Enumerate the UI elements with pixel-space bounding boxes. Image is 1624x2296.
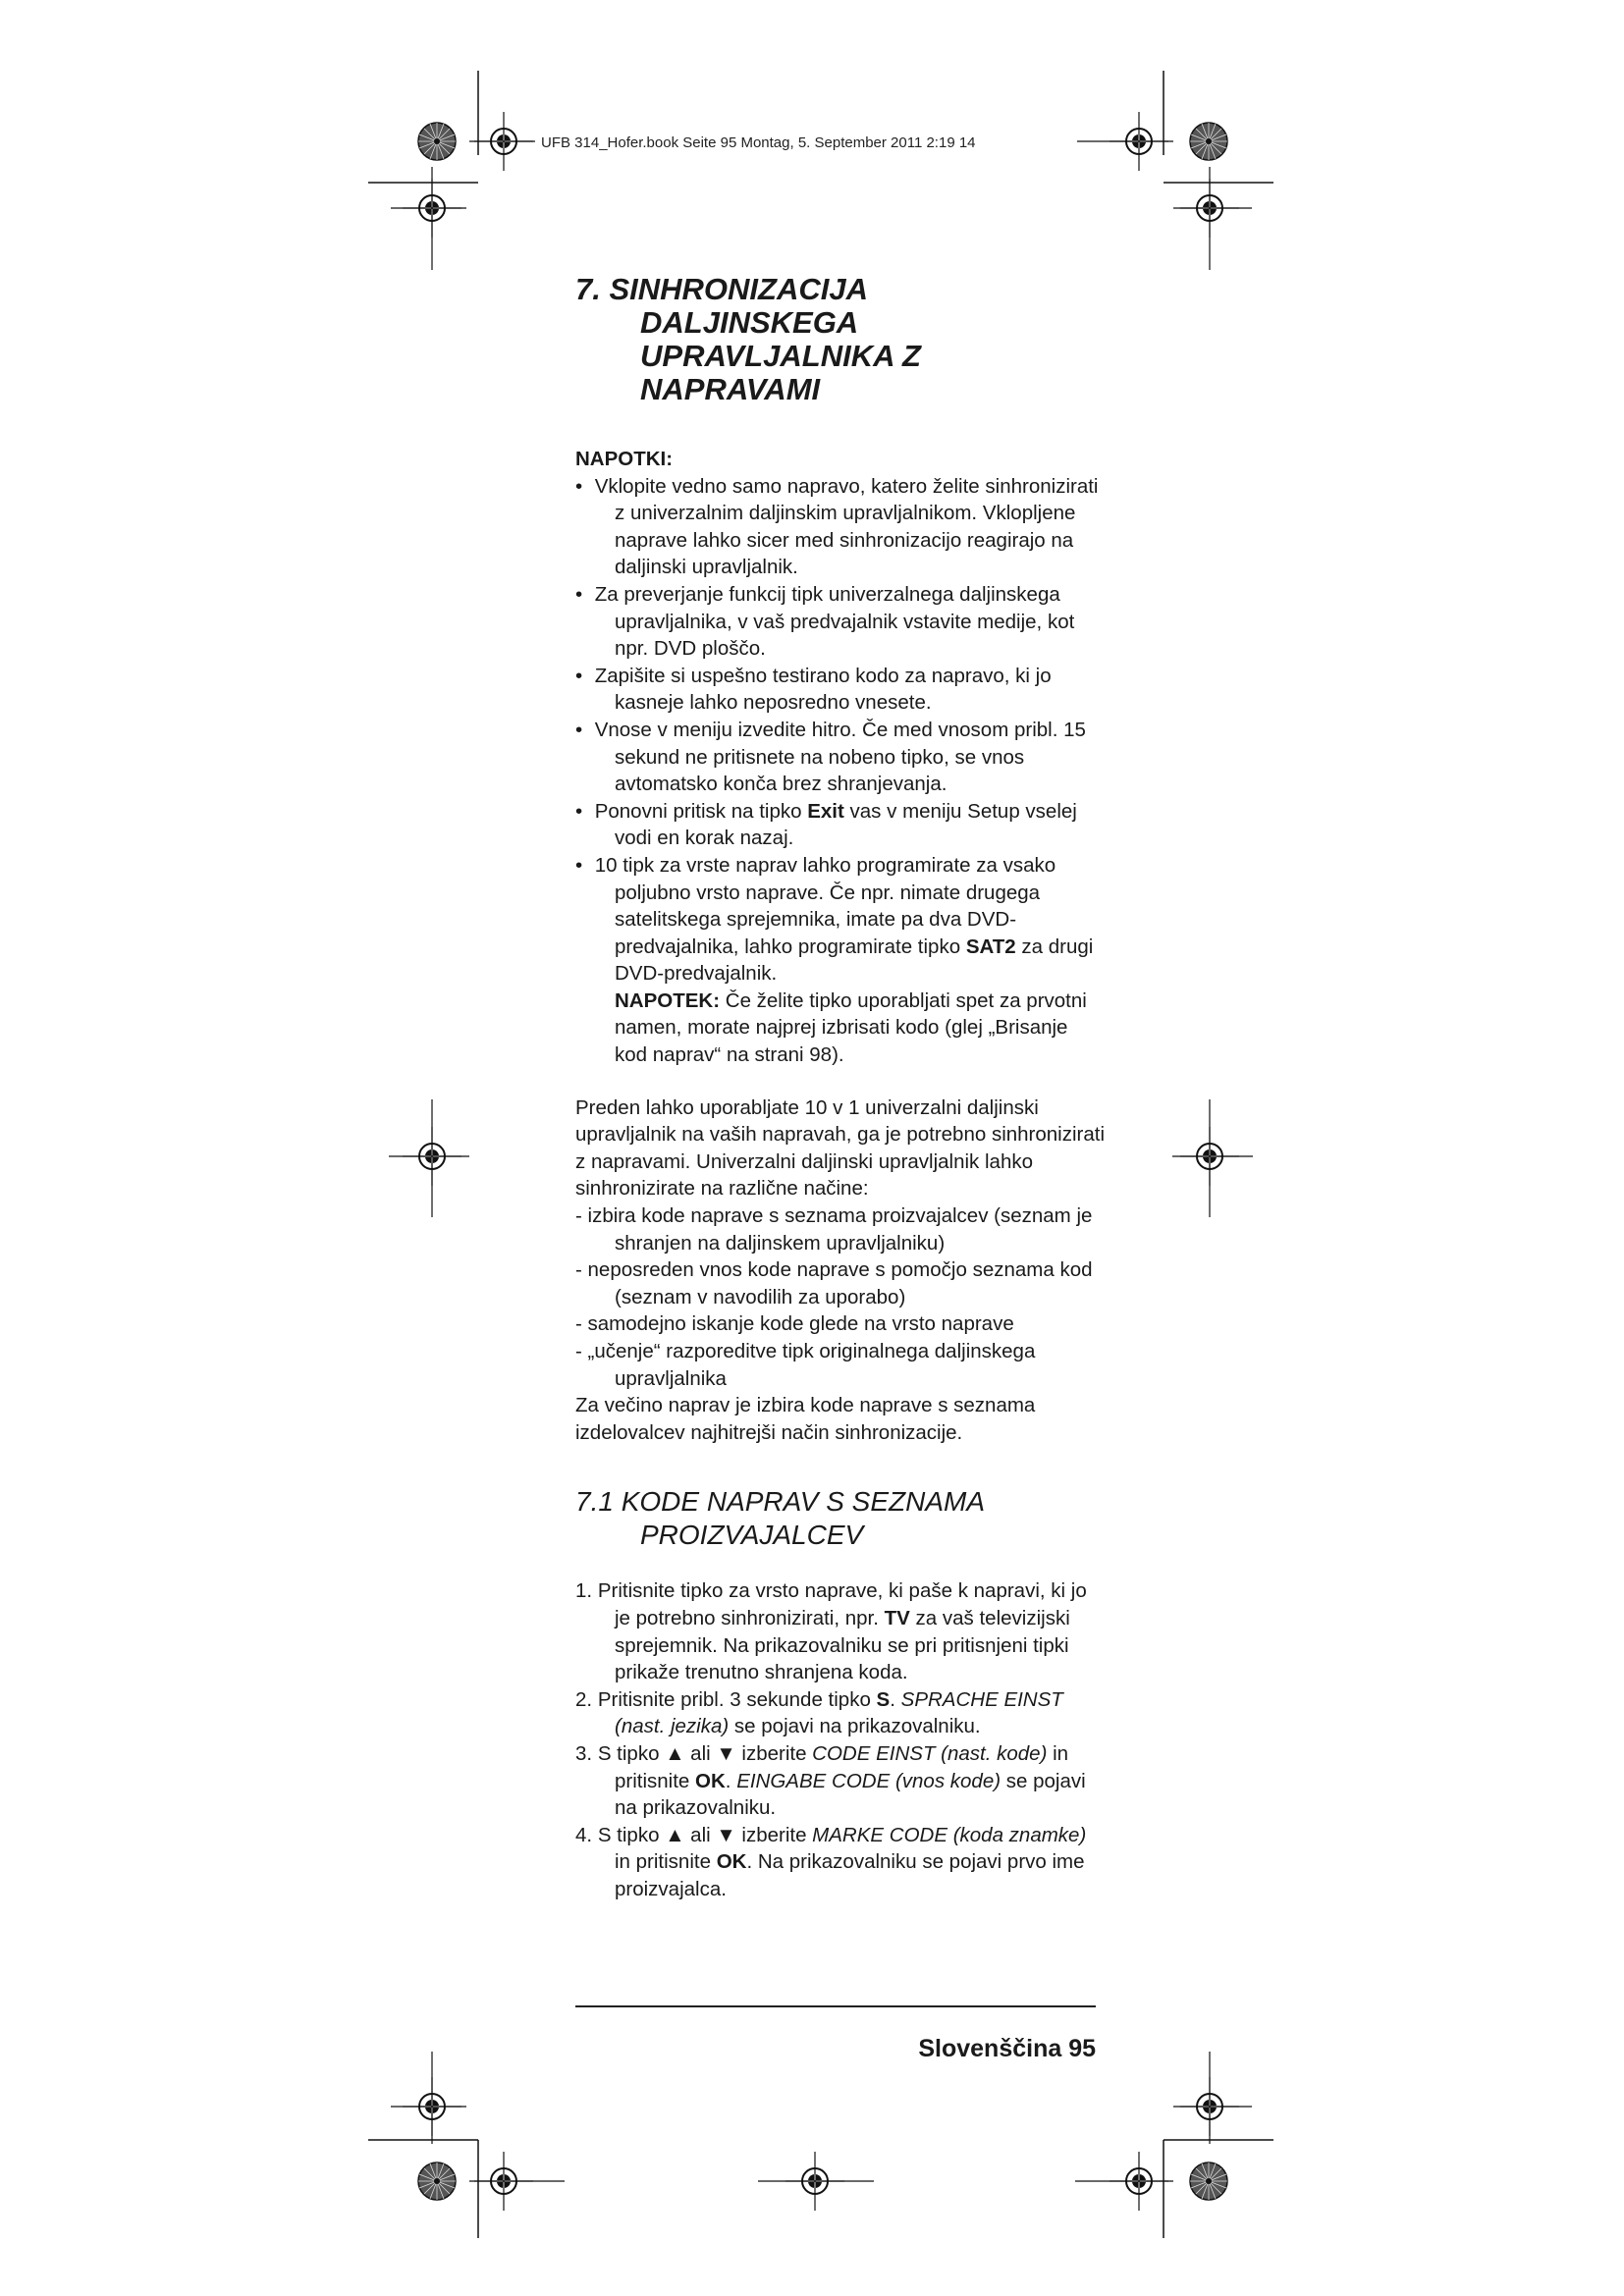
method-text: neposreden vnos kode naprave s pomočjo seznama kod (seznam v navodilih za uporabo) <box>587 1258 1093 1308</box>
ok-key-label: OK <box>695 1769 726 1792</box>
section-7-heading-line: UPRAVLJALNIKA Z <box>640 339 921 373</box>
step-number: 1. <box>575 1579 593 1603</box>
note-item: • Ponovni pritisk na tipko Exit vas v meniju Setup vselej vodi en korak nazaj. <box>575 799 1077 850</box>
section-7-heading-line: DALJINSKEGA <box>640 305 859 340</box>
note-item: • Zapišite si uspešno testirano kodo za napravo, ki jo kasneje lahko neposredno vnesete. <box>575 664 1052 715</box>
print-slug-line: UFB 314_Hofer.book Seite 95 Montag, 5. September 2011 2:19 14 <box>535 133 1077 153</box>
step-text: ali <box>684 1823 717 1846</box>
section-7-1-heading <box>575 1485 1106 1552</box>
display-text: MARKE CODE (koda znamke) <box>812 1823 1087 1846</box>
step-text: . <box>725 1769 737 1792</box>
step-text: . Na prikazovalniku se pojavi prvo ime proizvajalca. <box>615 1850 1085 1900</box>
step-text: S tipko <box>597 1741 666 1765</box>
section-7-1-heading-line: PROIZVAJALCEV <box>640 1520 864 1551</box>
note-text: Ponovni pritisk na tipko <box>594 799 808 823</box>
section-7-heading-line: SINHRONIZACIJA <box>609 272 868 306</box>
steps-list <box>575 1577 1106 1902</box>
note-item: • Za preverjanje funkcij tipk univerzalnega daljinskega upravljalnika, v vaš predvajalnik vstavite medije, kot npr. DVD ploščo. <box>575 582 1075 661</box>
intro-closing: Za večino naprav je izbira kode naprave s seznama izdelovalcev najhitrejši način sinhronizacije. <box>575 1394 1036 1444</box>
step-text: za vaš televizijski sprejemnik. Na prikazovalniku se pri pritisnjeni tipki prikaže trenutno shranjena koda. <box>615 1606 1070 1684</box>
step-text: . <box>890 1687 901 1711</box>
note-text: vas v meniju Setup vselej vodi en korak nazaj. <box>615 799 1077 850</box>
sub-note-label: NAPOTEK: <box>615 988 721 1012</box>
method-item: - izbira kode naprave s seznama proizvajalcev (seznam je shranjen na daljinskem upravljalniku) <box>575 1204 1093 1255</box>
step-text: izberite <box>735 1741 813 1765</box>
step-text: Pritisnite pribl. 3 sekunde tipko <box>597 1687 877 1711</box>
sat2-key-label: SAT2 <box>965 934 1016 958</box>
step-text: ali <box>684 1741 717 1765</box>
method-text: „učenje“ razporeditve tipk originalnega daljinskega upravljalnika <box>587 1340 1036 1390</box>
section-7-heading-line: NAPRAVAMI <box>640 372 821 406</box>
note-item: • Vklopite vedno samo napravo, katero želite sinhronizirati z univerzalnim daljinskim upravljalnikom. Vklopljene naprave lahko sicer med sinhronizacijo reagirajo na daljinski upravljalnik. <box>575 474 1099 579</box>
down-arrow-icon: ▼ <box>716 1741 736 1765</box>
tv-key-label: TV <box>884 1606 910 1629</box>
section-7-number: 7. <box>575 272 601 306</box>
step-number: 2. <box>575 1687 593 1711</box>
section-7-heading <box>575 273 1106 406</box>
exit-key-label: Exit <box>807 799 844 823</box>
note-text: Za preverjanje funkcij tipk univerzalnega daljinskega upravljalnika, v vaš predvajalnik vstavite medije, kot npr. DVD ploščo. <box>594 582 1075 661</box>
notes-title: NAPOTKI: <box>575 448 674 470</box>
display-text: SPRACHE EINST (nast. jezika) <box>615 1687 1063 1738</box>
step-text: in pritisnite <box>615 1741 1069 1792</box>
ok-key-label: OK <box>716 1850 747 1874</box>
step-text: S tipko <box>597 1823 666 1846</box>
s-key-label: S <box>876 1687 891 1711</box>
step-item <box>575 1686 1106 1740</box>
display-text: CODE EINST (nast. kode) <box>812 1741 1048 1765</box>
step-number: 4. <box>575 1823 593 1846</box>
note-text: Vklopite vedno samo napravo, katero želite sinhronizirati z univerzalnim daljinskim upravljalnikom. Vklopljene naprave lahko sicer med sinhronizacijo reagirajo na daljinski upravljalnik. <box>594 474 1099 579</box>
note-text: 10 tipk za vrste naprav lahko programirate za vsako poljubno vrsto naprave. Če npr. nimate drugega satelitskega sprejemnika, imate pa dva DVD-predvajalnika, lahko programirate tipko <box>594 853 1056 958</box>
note-text: za drugi DVD-predvajalnik. <box>615 934 1094 986</box>
display-text: EINGABE CODE (vnos kode) <box>736 1769 1001 1792</box>
section-7-1-number: 7.1 <box>575 1486 614 1518</box>
methods-list <box>575 1202 1106 1392</box>
step-item <box>575 1577 1106 1685</box>
note-text: Zapišite si uspešno testirano kodo za napravo, ki jo kasneje lahko neposredno vnesete. <box>594 664 1052 715</box>
step-text: Pritisnite tipko za vrsto naprave, ki paše k napravi, ki jo je potrebno sinhronizirati, npr. <box>597 1579 1087 1629</box>
section-7-1-heading-line: KODE NAPRAV S SEZNAMA <box>621 1486 986 1518</box>
step-text: se pojavi na prikazovalniku. <box>615 1769 1086 1820</box>
page-content <box>575 273 1106 1903</box>
up-arrow-icon: ▲ <box>665 1823 685 1846</box>
notes-list <box>575 473 1106 988</box>
intro-paragraph: Preden lahko uporabljate 10 v 1 univerzalni daljinski upravljalnik na vaših napravah, ga je potrebno sinhronizirati z napravami. Univerzalni daljinski upravljalnik lahko sinhronizirate na različne načine: <box>575 1095 1106 1201</box>
up-arrow-icon: ▲ <box>665 1741 685 1765</box>
down-arrow-icon: ▼ <box>716 1823 736 1846</box>
step-text: izberite <box>735 1823 813 1846</box>
step-text: in pritisnite <box>615 1850 717 1874</box>
method-text: izbira kode naprave s seznama proizvajalcev (seznam je shranjen na daljinskem upravljalniku) <box>587 1204 1093 1255</box>
footer-rule <box>575 2005 1096 2007</box>
method-item: - „učenje“ razporeditve tipk originalnega daljinskega upravljalnika <box>575 1340 1036 1390</box>
sub-note-text: Če želite tipko uporabljati spet za prvotni namen, morate najprej izbrisati kodo (glej „Brisanje kod naprav“ na strani 98). <box>615 988 1087 1067</box>
method-item: - neposreden vnos kode naprave s pomočjo seznama kod (seznam v navodilih za uporabo) <box>575 1258 1093 1308</box>
method-text: samodejno iskanje kode glede na vrsto naprave <box>587 1312 1014 1336</box>
step-item <box>575 1822 1106 1903</box>
note-item: • Vnose v meniju izvedite hitro. Če med vnosom pribl. 15 sekund ne pritisnete na nobeno tipko, se vnos avtomatsko konča brez shranjevanja. <box>575 718 1086 796</box>
note-text: Vnose v meniju izvedite hitro. Če med vnosom pribl. 15 sekund ne pritisnete na nobeno tipko, se vnos avtomatsko konča brez shranjevanja. <box>594 718 1086 796</box>
step-item <box>575 1740 1106 1822</box>
sub-note <box>575 988 1106 1069</box>
method-item: - samodejno iskanje kode glede na vrsto naprave <box>575 1312 1014 1336</box>
step-number: 3. <box>575 1741 593 1765</box>
step-text: se pojavi na prikazovalniku. <box>729 1715 981 1738</box>
note-item: • 10 tipk za vrste naprav lahko programirate za vsako poljubno vrsto naprave. Če npr. nimate drugega satelitskega sprejemnika, imate pa dva DVD-predvajalnika, lahko programirate tipko SAT2 za drugi DVD-predvajalnik. <box>575 853 1094 986</box>
page-footer: Slovenščina 95 <box>918 2035 1096 2062</box>
